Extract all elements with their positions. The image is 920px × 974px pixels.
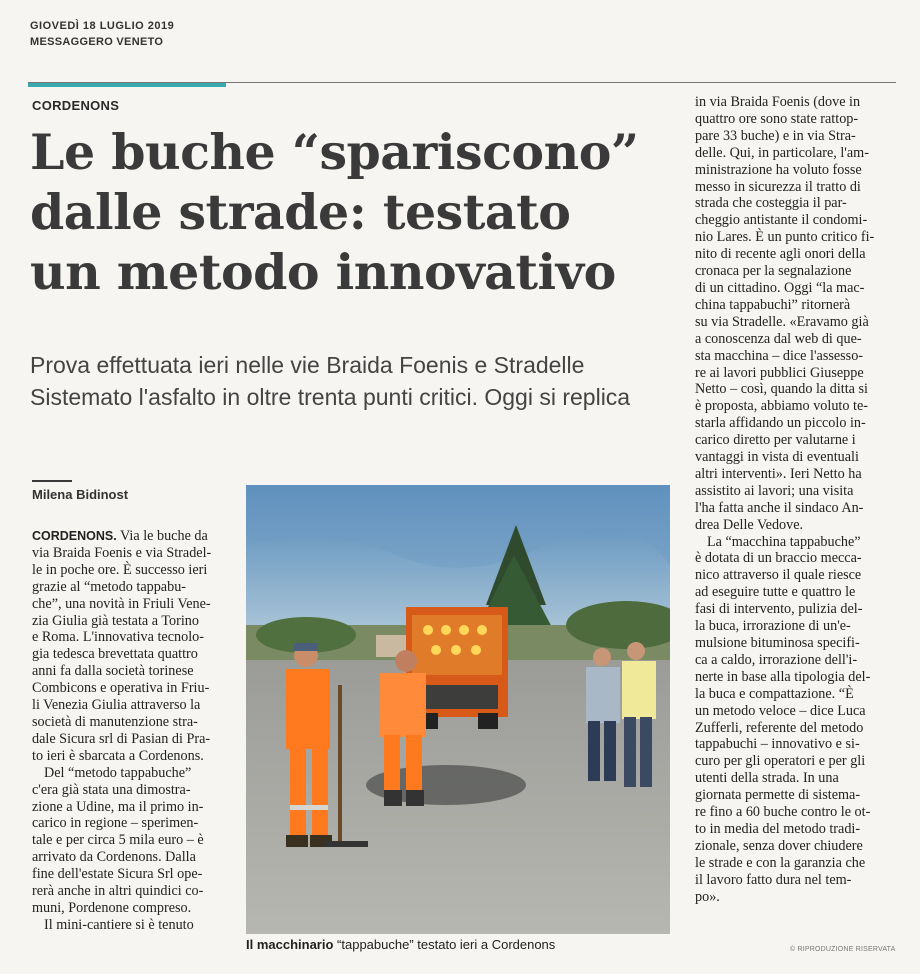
headline (30, 122, 690, 302)
body-line: muni, Pordenone compreso. (32, 899, 192, 916)
body-line: e Roma. L'innovativa tecnolo- (32, 629, 204, 646)
body-line: ad eseguire tutte e quattro le (695, 584, 856, 601)
body-line: le strade e con la garanzia che (695, 854, 866, 871)
body-line: messo in sicurezza il tratto di (695, 178, 861, 195)
body-line: Il mini-cantiere si è tenuto (44, 916, 194, 933)
body-line: arrivato da Cordenons. Dalla (32, 849, 196, 866)
body-line: zionale, senza dover chiudere (695, 837, 863, 854)
body-line: è proposta, abbiamo voluto te- (695, 398, 868, 415)
body-line (32, 528, 232, 545)
body-line: to ieri è sbarcata a Cordenons. (32, 747, 204, 764)
byline-rule (32, 480, 72, 482)
body-line: gia tedesca brevettata quattro (32, 646, 198, 663)
body-line: zione a Udine, ma il primo in- (32, 798, 204, 815)
article-photo (246, 485, 670, 934)
body-line: a conoscenza dal web di que- (695, 330, 862, 347)
body-line: tappabuchi – innovativo e si- (695, 736, 860, 753)
body-line: re fino a 60 buche contro le ot- (695, 804, 871, 821)
body-line: cheggio antistante il condomi- (695, 212, 868, 229)
body-line: Combicons e operativa in Friu- (32, 680, 210, 697)
caption-lead: Il macchinario (246, 937, 334, 952)
byline: Milena Bidinost (32, 487, 129, 502)
body-line: curo per gli operatori e per gli (695, 753, 866, 770)
body-line: società di manutenzione stra- (32, 713, 198, 730)
body-line: utenti della strada. In una (695, 770, 839, 787)
body-line: grazie al “metodo tappabu- (32, 578, 187, 595)
body-line: nito di recente agli onori della (695, 246, 866, 263)
body-line: Netto – così, quando la ditta si (695, 381, 868, 398)
body-line: starla affidando un piccolo in- (695, 415, 866, 432)
body-column-1 (32, 528, 232, 934)
body-line: c'era già stata una dimostra- (32, 781, 191, 798)
body-line: su via Stradelle. «Eravamo già (695, 313, 869, 330)
body-line: giornata permette di sistema- (695, 787, 861, 804)
body-line: zia Giulia già testata a Torino (32, 612, 199, 629)
body-line: altri interventi». Ieri Netto ha (695, 465, 862, 482)
road-repair-scene (246, 485, 670, 934)
body-line: carico diretto per valutarne i (695, 432, 856, 449)
body-line: la buca, irrorazione di un'e- (695, 618, 851, 635)
body-line: fine dell'estate Sicura Srl ope- (32, 866, 203, 883)
body-line: ca a caldo, irrorazione dell'i- (695, 651, 858, 668)
body-line: quattro ore sono state rattop- (695, 110, 859, 127)
body-line: via Braida Foenis e via Stradel- (32, 544, 212, 561)
body-line: strada che costeggia il par- (695, 195, 847, 212)
body-line: fasi di intervento, pulizia del- (695, 601, 863, 618)
body-line: le in poche ore. È successo ieri (32, 561, 208, 578)
body-line: sta macchina – dice l'assesso- (695, 347, 864, 364)
body-line: carico in regione – sperimen- (32, 815, 199, 832)
edition-date: GIOVEDÌ 18 LUGLIO 2019 (30, 20, 175, 32)
body-line: in via Braida Foenis (dove in (695, 94, 861, 110)
body-line: tale e per circa 5 mila euro – è (32, 832, 204, 849)
headline-line: dalle strade: testato (30, 183, 571, 241)
body-line: Zufferli, referente del metodo (695, 719, 864, 736)
body-line: la buca e compattazione. “È (695, 685, 854, 702)
newspaper-name: MESSAGGERO VENETO (30, 36, 164, 48)
body-line-text: Via le buche da (120, 528, 208, 544)
caption-text: “tappabuche” testato ieri a Cordenons (337, 937, 556, 952)
body-line: Del “metodo tappabuche” (44, 764, 192, 781)
body-line: che”, una novità in Friuli Vene- (32, 595, 211, 612)
body-line: mulsione bituminosa specifi- (695, 635, 860, 651)
accent-bar (28, 83, 226, 87)
body-line: assistito ai lavori; una visita (695, 482, 854, 499)
body-line: drea Delle Vedove. (695, 516, 804, 533)
body-line: china tappabuchi” ritornerà (695, 296, 851, 313)
copyright-credit: © RIPRODUZIONE RISERVATA (790, 946, 896, 953)
body-line: anni fa dalla società torinese (32, 663, 194, 680)
body-line: un metodo veloce – dice Luca (695, 702, 866, 719)
headline-line: Le buche “spariscono” (30, 123, 639, 181)
body-line: delle. Qui, in particolare, l'am- (695, 144, 869, 161)
body-line: vantaggi in vista di eventuali (695, 449, 859, 466)
body-line: rerà anche in altri quindici co- (32, 883, 204, 900)
body-line: to in media del metodo tradi- (695, 820, 861, 837)
dateline: CORDENONS. (32, 529, 117, 543)
body-line: ministrazione ha voluto fosse (695, 161, 862, 178)
body-line: nio Lares. È un punto critico fi- (695, 229, 875, 246)
body-line: pare 33 buche) e in via Stra- (695, 127, 856, 144)
body-line: il lavoro fatto dura nel tem- (695, 871, 852, 888)
body-line: La “macchina tappabuche” (707, 533, 861, 550)
body-line: l'ha fatta anche il sindaco An- (695, 499, 864, 516)
photo-caption (246, 937, 555, 952)
body-line: è dotata di un braccio mecca- (695, 550, 862, 567)
headline-line: un metodo innovativo (30, 243, 616, 301)
body-line: nico attraverso il quale riesce (695, 567, 862, 584)
subheadline (30, 349, 690, 413)
body-line: dale Sicura srl di Pasian di Pra- (32, 730, 211, 747)
subhead-line: Sistemato l'asfalto in oltre trenta punti critici. Oggi si replica (30, 384, 631, 410)
section-kicker: CORDENONS (32, 98, 120, 113)
body-line: cronaca per la segnalazione (695, 263, 852, 280)
body-line: po». (695, 888, 720, 905)
body-column-2 (695, 94, 900, 906)
body-line: nerte in base alla tipologia del- (695, 668, 871, 685)
subhead-line: Prova effettuata ieri nelle vie Braida Foenis e Stradelle (30, 352, 585, 378)
body-line: re ai lavori pubblici Giuseppe (695, 364, 864, 381)
body-line: li Venezia Giulia attraverso la (32, 697, 201, 714)
body-line: di un cittadino. Oggi “la mac- (695, 279, 865, 296)
